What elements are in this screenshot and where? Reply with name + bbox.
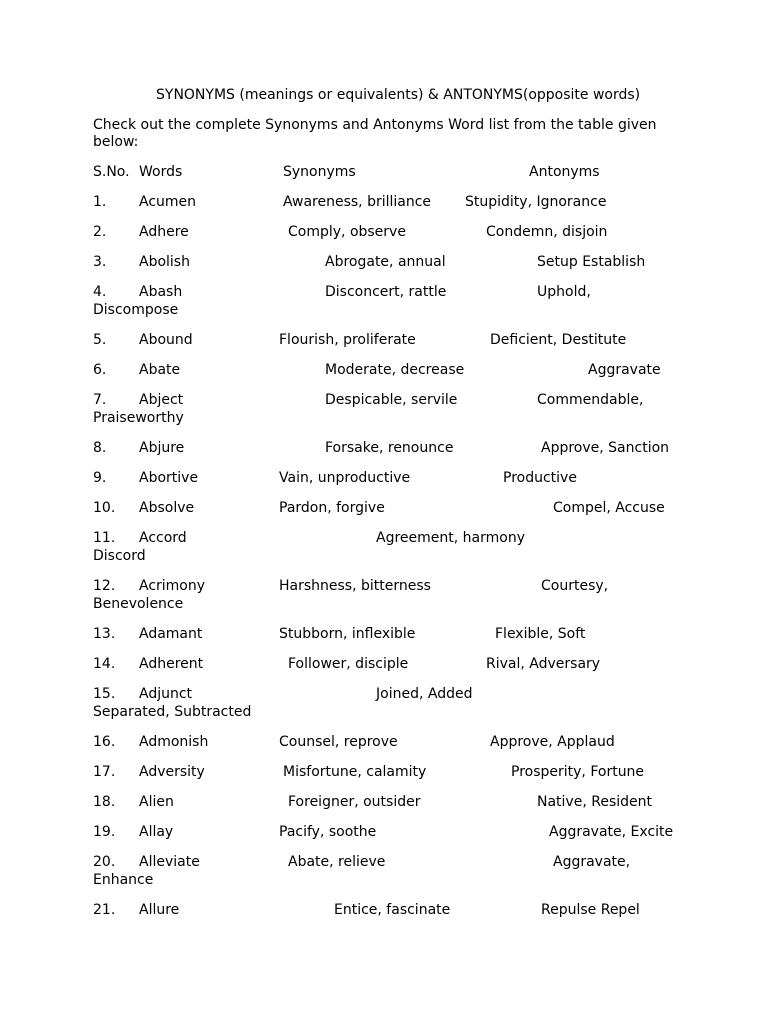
row-antonyms: Native, Resident — [537, 794, 652, 810]
row-synonyms: Entice, fascinate — [334, 902, 451, 918]
row-synonyms: Disconcert, rattle — [325, 284, 447, 300]
table-row — [0, 362, 768, 379]
row-word: Acrimony — [139, 578, 206, 594]
row-antonyms: Condemn, disjoin — [486, 224, 608, 240]
row-synonyms: Pacify, soothe — [279, 824, 377, 840]
row-word: Adjunct — [139, 686, 193, 702]
row-number: 3. — [93, 254, 107, 270]
row-word: Abjure — [139, 440, 185, 456]
row-antonyms: Deficient, Destitute — [490, 332, 627, 348]
row-word: Abound — [139, 332, 193, 348]
table-row — [0, 902, 768, 919]
row-word: Allure — [139, 902, 180, 918]
row-synonyms: Joined, Added — [376, 686, 473, 702]
row-antonyms: Rival, Adversary — [486, 656, 601, 672]
row-synonyms: Harshness, bitterness — [279, 578, 431, 594]
row-number: 19. — [93, 824, 116, 840]
table-row — [0, 734, 768, 751]
row-antonyms: Approve, Applaud — [490, 734, 615, 750]
row-word: Accord — [139, 530, 187, 546]
row-antonyms: Prosperity, Fortune — [511, 764, 645, 780]
row-word: Allay — [139, 824, 174, 840]
header-sno: S.No. — [93, 164, 130, 180]
row-number: 14. — [93, 656, 116, 672]
table-row — [0, 332, 768, 349]
row-word: Abject — [139, 392, 184, 408]
table-header — [0, 164, 768, 181]
row-number: 13. — [93, 626, 116, 642]
header-synonyms: Synonyms — [283, 164, 356, 180]
row-antonyms-continued: Benevolence — [93, 596, 184, 612]
table-row — [0, 764, 768, 781]
header-antonyms: Antonyms — [529, 164, 600, 180]
row-word: Adamant — [139, 626, 203, 642]
row-word: Abash — [139, 284, 183, 300]
row-antonyms: Aggravate — [588, 362, 661, 378]
row-number: 2. — [93, 224, 107, 240]
row-word: Acumen — [139, 194, 197, 210]
row-synonyms: Pardon, forgive — [279, 500, 385, 516]
table-row — [0, 530, 768, 547]
row-number: 21. — [93, 902, 116, 918]
table-row — [0, 656, 768, 673]
table-row — [0, 824, 768, 841]
row-antonyms: Repulse Repel — [541, 902, 640, 918]
table-row — [0, 440, 768, 457]
row-synonyms: Abrogate, annual — [325, 254, 446, 270]
row-number: 18. — [93, 794, 116, 810]
row-antonyms: Commendable, — [537, 392, 644, 408]
row-antonyms: Aggravate, — [553, 854, 631, 870]
table-row — [0, 626, 768, 643]
row-number: 12. — [93, 578, 116, 594]
row-antonyms: Compel, Accuse — [553, 500, 665, 516]
table-row — [0, 470, 768, 487]
row-synonyms: Comply, observe — [288, 224, 406, 240]
row-antonyms-continued: Enhance — [93, 872, 154, 888]
row-antonyms-continued: Separated, Subtracted — [93, 704, 252, 720]
row-synonyms: Counsel, reprove — [279, 734, 398, 750]
row-synonyms: Foreigner, outsider — [288, 794, 421, 810]
row-word: Abortive — [139, 470, 199, 486]
row-antonyms: Courtesy, — [541, 578, 609, 594]
table-row — [0, 500, 768, 517]
row-synonyms: Agreement, harmony — [376, 530, 525, 546]
row-synonyms: Stubborn, inflexible — [279, 626, 416, 642]
row-word: Abolish — [139, 254, 190, 270]
row-number: 9. — [93, 470, 107, 486]
row-number: 4. — [93, 284, 107, 300]
row-word: Adversity — [139, 764, 205, 780]
row-word: Alien — [139, 794, 174, 810]
row-synonyms: Forsake, renounce — [325, 440, 454, 456]
row-number: 6. — [93, 362, 107, 378]
row-number: 10. — [93, 500, 116, 516]
row-number: 15. — [93, 686, 116, 702]
row-word: Abate — [139, 362, 181, 378]
header-words: Words — [139, 164, 183, 180]
table-row — [0, 224, 768, 241]
row-word: Alleviate — [139, 854, 200, 870]
table-row — [0, 284, 768, 301]
row-antonyms-continued: Praiseworthy — [93, 410, 184, 426]
row-word: Adherent — [139, 656, 204, 672]
row-synonyms: Misfortune, calamity — [283, 764, 427, 780]
row-number: 5. — [93, 332, 107, 348]
row-antonyms: Aggravate, Excite — [549, 824, 674, 840]
row-synonyms: Follower, disciple — [288, 656, 409, 672]
table-row — [0, 578, 768, 595]
row-number: 17. — [93, 764, 116, 780]
row-antonyms-continued: Discompose — [93, 302, 179, 318]
table-row — [0, 854, 768, 871]
row-synonyms: Awareness, brilliance — [283, 194, 432, 210]
row-antonyms-continued: Discord — [93, 548, 146, 564]
row-synonyms: Despicable, servile — [325, 392, 458, 408]
row-number: 7. — [93, 392, 107, 408]
table-row — [0, 194, 768, 211]
row-number: 11. — [93, 530, 116, 546]
row-word: Admonish — [139, 734, 209, 750]
row-antonyms: Approve, Sanction — [541, 440, 670, 456]
row-synonyms: Abate, relieve — [288, 854, 386, 870]
row-antonyms: Productive — [503, 470, 577, 486]
row-synonyms: Flourish, proliferate — [279, 332, 416, 348]
table-row — [0, 794, 768, 811]
table-row — [0, 686, 768, 703]
row-antonyms: Stupidity, Ignorance — [465, 194, 607, 210]
table-row — [0, 392, 768, 409]
row-number: 1. — [93, 194, 107, 210]
row-antonyms: Setup Establish — [537, 254, 646, 270]
row-antonyms: Flexible, Soft — [495, 626, 586, 642]
table-row — [0, 254, 768, 271]
row-synonyms: Moderate, decrease — [325, 362, 465, 378]
row-antonyms: Uphold, — [537, 284, 591, 300]
row-synonyms: Vain, unproductive — [279, 470, 411, 486]
row-word: Absolve — [139, 500, 195, 516]
page-title: SYNONYMS (meanings or equivalents) & ANTONYMS(opposite words) — [156, 87, 641, 103]
row-word: Adhere — [139, 224, 189, 240]
intro-paragraph: Check out the complete Synonyms and Antonyms Word list from the table given below: — [93, 117, 657, 150]
row-number: 20. — [93, 854, 116, 870]
row-number: 8. — [93, 440, 107, 456]
row-number: 16. — [93, 734, 116, 750]
